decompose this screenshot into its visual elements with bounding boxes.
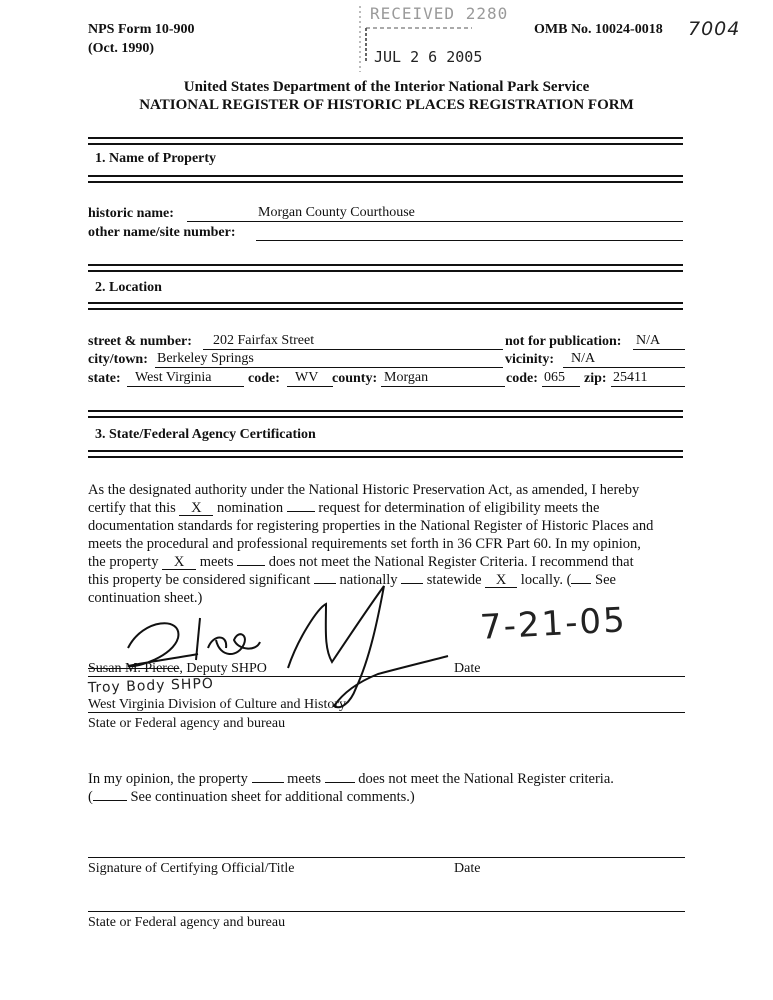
para-text: certify that this [88,500,176,516]
request-checkbox[interactable] [287,511,315,512]
para-text: In my opinion, the property [88,771,248,787]
para-line: documentation standards for registering properties in the National Register of Historic Places and [88,518,654,534]
para-line [88,499,688,517]
state-code-label: code: [248,371,280,386]
street-value[interactable]: 202 Fairfax Street [213,333,315,348]
form-number: NPS Form 10-900 [88,22,195,37]
county-value[interactable]: Morgan [384,370,429,385]
para-text: meets [199,554,234,570]
omb-number: OMB No. 10024-0018 [534,22,663,37]
other-name-label: other name/site number: [88,225,236,240]
city-value[interactable]: Berkeley Springs [157,351,254,366]
stamp-date: JUL 2 6 2005 [374,48,483,66]
county-label: county: [332,371,378,386]
para-text: ( [88,789,93,805]
vicinity-value[interactable]: N/A [571,351,596,366]
section-divider [88,137,683,145]
certifying-signature-label: Signature of Certifying Official/Title [88,861,295,876]
nfp-value[interactable]: N/A [636,333,661,348]
nfp-line [633,349,685,350]
section-divider [88,264,683,272]
does-not-meet-checkbox[interactable] [237,565,265,566]
continuation-checkbox[interactable] [571,583,591,584]
agency-value[interactable]: West Virginia Division of Culture and History [88,697,347,712]
para-text: See [595,572,616,588]
not-for-publication-label: not for publication: [505,334,622,349]
street-line [203,349,503,350]
form-title: NATIONAL REGISTER OF HISTORIC PLACES REGISTRATION FORM [139,97,634,113]
vicinity-label: vicinity: [505,352,554,367]
zip-line [611,386,685,387]
para-text: does not meet the National Register criteria. [358,771,614,787]
meets-checkbox[interactable]: X [162,555,196,570]
historic-name-line [187,221,683,222]
locally-checkbox[interactable]: X [485,573,517,588]
stamp-received-text: RECEIVED 2280 [370,4,509,23]
state-line [127,386,244,387]
para-text: does not meet the National Register Criteria. I recommend that [268,554,634,570]
section-divider [88,175,683,183]
state-label: state: [88,371,121,386]
para-line: continuation sheet.) [88,590,203,606]
section-divider [88,450,683,458]
section-divider [88,410,683,418]
signature-title: , Deputy SHPO [179,661,267,676]
state-value[interactable]: West Virginia [135,370,212,385]
para-text: request for determination of eligibility meets the [318,500,600,516]
para-line: As the designated authority under the National Historic Preservation Act, as amended, I hereby [88,482,640,498]
certifying-date-label: Date [454,861,481,876]
para-line [88,788,688,806]
state-code-line [287,386,333,387]
opinion-meets-checkbox[interactable] [252,782,284,783]
para-text: this property be considered significant [88,572,311,588]
section-1-heading: 1. Name of Property [95,151,217,166]
opinion-paragraph [88,770,688,806]
form-date: (Oct. 1990) [88,41,155,56]
city-label: city/town: [88,352,148,367]
para-text: nationally [339,572,398,588]
nomination-checkbox[interactable]: X [179,501,213,516]
para-text: the property [88,554,159,570]
date-label: Date [454,661,481,676]
para-text: locally. ( [520,572,572,588]
historic-name-label: historic name: [88,206,174,221]
historic-name-value[interactable]: Morgan County Courthouse [258,205,415,220]
agency-line [88,712,685,713]
other-name-line [256,240,683,241]
county-code-line [542,386,580,387]
opinion-continuation-checkbox[interactable] [93,800,127,801]
section-2-heading: 2. Location [95,280,162,295]
handwritten-date: 7-21-05 [479,600,628,648]
para-line [88,553,688,571]
para-text: statewide [426,572,482,588]
section-divider [88,302,683,310]
certifying-signature-line[interactable] [88,857,685,858]
county-line [381,386,505,387]
street-label: street & number: [88,334,192,349]
struck-name: Susan M. Pierce [88,661,180,676]
para-line [88,770,688,788]
omb-handwritten-number: 7004 [688,18,741,40]
zip-value[interactable]: 25411 [613,370,648,385]
vicinity-line [563,367,685,368]
county-code-label: code: [506,371,538,386]
city-line [155,367,503,368]
certifying-agency-line[interactable] [88,911,685,912]
state-code-value[interactable]: WV [295,370,319,385]
para-text: nomination [217,500,284,516]
received-stamp [352,2,509,74]
department-line: United States Department of the Interior National Park Service [183,79,590,95]
signature-name [88,661,267,677]
handwritten-name: Troy Body SHPO [87,675,215,697]
county-code-value[interactable]: 065 [544,370,565,385]
certifying-agency-label: State or Federal agency and bureau [88,915,286,930]
opinion-does-not-meet-checkbox[interactable] [325,782,355,783]
section-3-heading: 3. State/Federal Agency Certification [95,427,316,442]
para-text: See continuation sheet for additional comments.) [130,789,415,805]
para-line: meets the procedural and professional requirements set forth in 36 CFR Part 60. In my opinion, [88,536,641,552]
para-text: meets [287,771,321,787]
zip-label: zip: [584,371,607,386]
agency-label: State or Federal agency and bureau [88,716,286,731]
